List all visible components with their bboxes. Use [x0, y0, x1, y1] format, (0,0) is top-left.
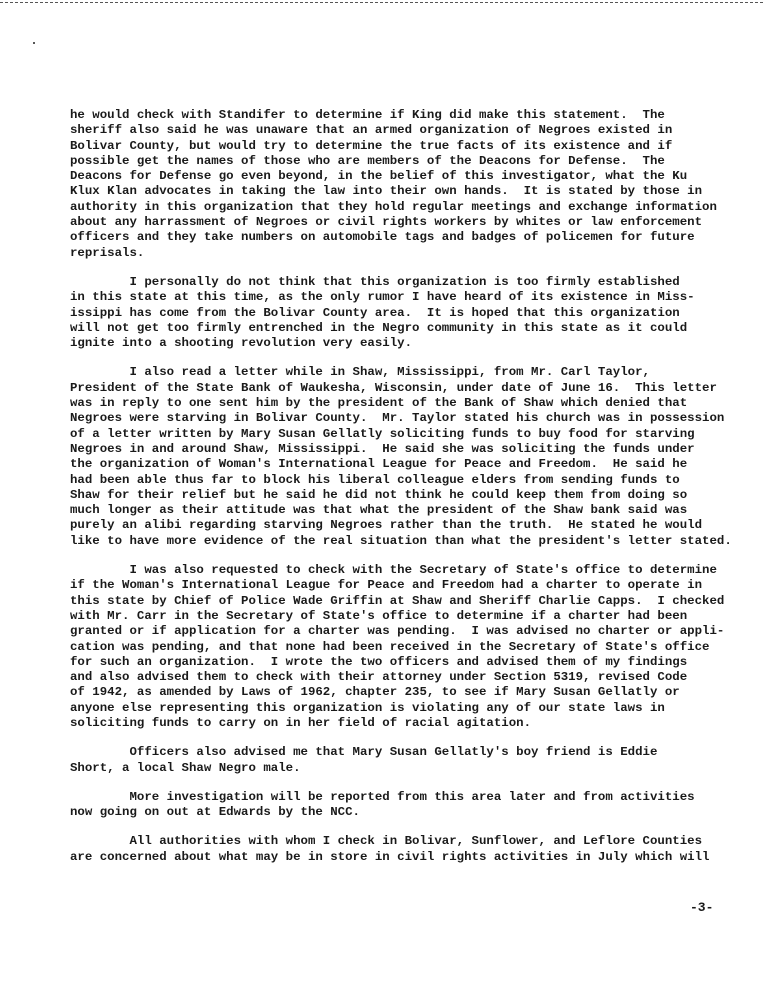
text-line: sheriff also said he was unaware that an armed organization of Negroes existed in	[70, 123, 673, 138]
text-line: granted or if application for a charter was pending. I was advised no charter or appli-	[70, 624, 725, 639]
text-line: possible get the names of those who are members of the Deacons for Defense. The	[70, 153, 665, 168]
paragraph-authorities	[70, 834, 750, 865]
text-line: are concerned about what may be in store in civil rights activities in July which will	[70, 849, 710, 864]
text-line: if the Woman's International League for Peace and Freedom had a charter to operate in	[70, 578, 703, 593]
text-line: cation was pending, and that none had been received in the Secretary of State's office	[70, 639, 710, 654]
document-body	[70, 108, 750, 879]
text-line: this state by Chief of Police Wade Griffin at Shaw and Sheriff Charlie Capps. I checked	[70, 593, 725, 608]
text-line: Shaw for their relief but he said he did not think he could keep them from doing so	[70, 487, 688, 502]
text-line: like to have more evidence of the real situation than what the president's letter stated.	[70, 533, 732, 548]
text-line: I personally do not think that this organization is too firmly established	[70, 274, 680, 289]
text-line: ignite into a shooting revolution very easily.	[70, 336, 413, 351]
text-line: Short, a local Shaw Negro male.	[70, 760, 301, 775]
text-line: soliciting funds to carry on in her field of racial agitation.	[70, 715, 532, 730]
text-line: about any harrassment of Negroes or civil rights workers by whites or law enforcement	[70, 215, 703, 230]
text-line: Officers also advised me that Mary Susan Gellatly's boy friend is Eddie	[70, 745, 658, 760]
text-line: Negroes were starving in Bolivar County. Mr. Taylor stated his church was in possession	[70, 411, 725, 426]
text-line: had been able thus far to block his liberal colleague elders from sending funds to	[70, 472, 680, 487]
text-line: authority in this organization that they hold regular meetings and exchange information	[70, 199, 717, 214]
text-line: officers and they take numbers on automobile tags and badges of policemen for future	[70, 230, 695, 245]
paragraph-charter-check	[70, 563, 750, 731]
text-line: All authorities with whom I check in Bolivar, Sunflower, and Leflore Counties	[70, 834, 703, 849]
text-line: I was also requested to check with the Secretary of State's office to determine	[70, 563, 717, 578]
text-line: Deacons for Defense go even beyond, in the belief of this investigator, what the Ku	[70, 169, 688, 184]
text-line: much longer as their attitude was that what the president of the Shaw bank said was	[70, 503, 688, 518]
text-line: reprisals.	[70, 245, 145, 260]
text-line: will not get too firmly entrenched in the Negro community in this state as it could	[70, 320, 688, 335]
text-line: and also advised them to check with their attorney under Section 5319, revised Code	[70, 670, 688, 685]
paragraph-opinion	[70, 275, 750, 351]
text-line: was in reply to one sent him by the president of the Bank of Shaw which denied that	[70, 396, 688, 411]
text-line: I also read a letter while in Shaw, Mississippi, from Mr. Carl Taylor,	[70, 365, 650, 380]
page-number: -3-	[690, 900, 714, 915]
paragraph-more-investigation	[70, 790, 750, 821]
text-line: Klux Klan advocates in taking the law into their own hands. It is stated by those in	[70, 184, 703, 199]
text-line: issippi has come from the Bolivar County area. It is hoped that this organization	[70, 305, 680, 320]
text-line: for such an organization. I wrote the two officers and advised them of my findings	[70, 654, 688, 669]
text-line: in this state at this time, as the only rumor I have heard of its existence in Miss-	[70, 290, 695, 305]
text-line: of 1942, as amended by Laws of 1962, chapter 235, to see if Mary Susan Gellatly or	[70, 685, 680, 700]
text-line: More investigation will be reported from this area later and from activities	[70, 789, 695, 804]
paragraph-boy-friend	[70, 745, 750, 776]
text-line: purely an alibi regarding starving Negroes rather than the truth. He stated he would	[70, 518, 703, 533]
text-line: Bolivar County, but would try to determine the true facts of its existence and if	[70, 138, 673, 153]
text-line: of a letter written by Mary Susan Gellatly soliciting funds to buy food for starving	[70, 426, 695, 441]
text-line: Negroes in and around Shaw, Mississippi. He said she was soliciting the funds under	[70, 441, 695, 456]
paragraph-taylor-letter	[70, 365, 750, 549]
text-line: he would check with Standifer to determine if King did make this statement. The	[70, 108, 665, 122]
paragraph-deacons	[70, 108, 750, 261]
top-edge-rule	[0, 2, 763, 3]
text-line: anyone else representing this organization is violating any of our state laws in	[70, 700, 665, 715]
scan-speck	[33, 42, 35, 44]
text-line: the organization of Woman's International League for Peace and Freedom. He said he	[70, 457, 688, 472]
text-line: now going on out at Edwards by the NCC.	[70, 805, 360, 820]
text-line: with Mr. Carr in the Secretary of State's office to determine if a charter had been	[70, 608, 688, 623]
text-line: President of the State Bank of Waukesha, Wisconsin, under date of June 16. This letter	[70, 380, 717, 395]
